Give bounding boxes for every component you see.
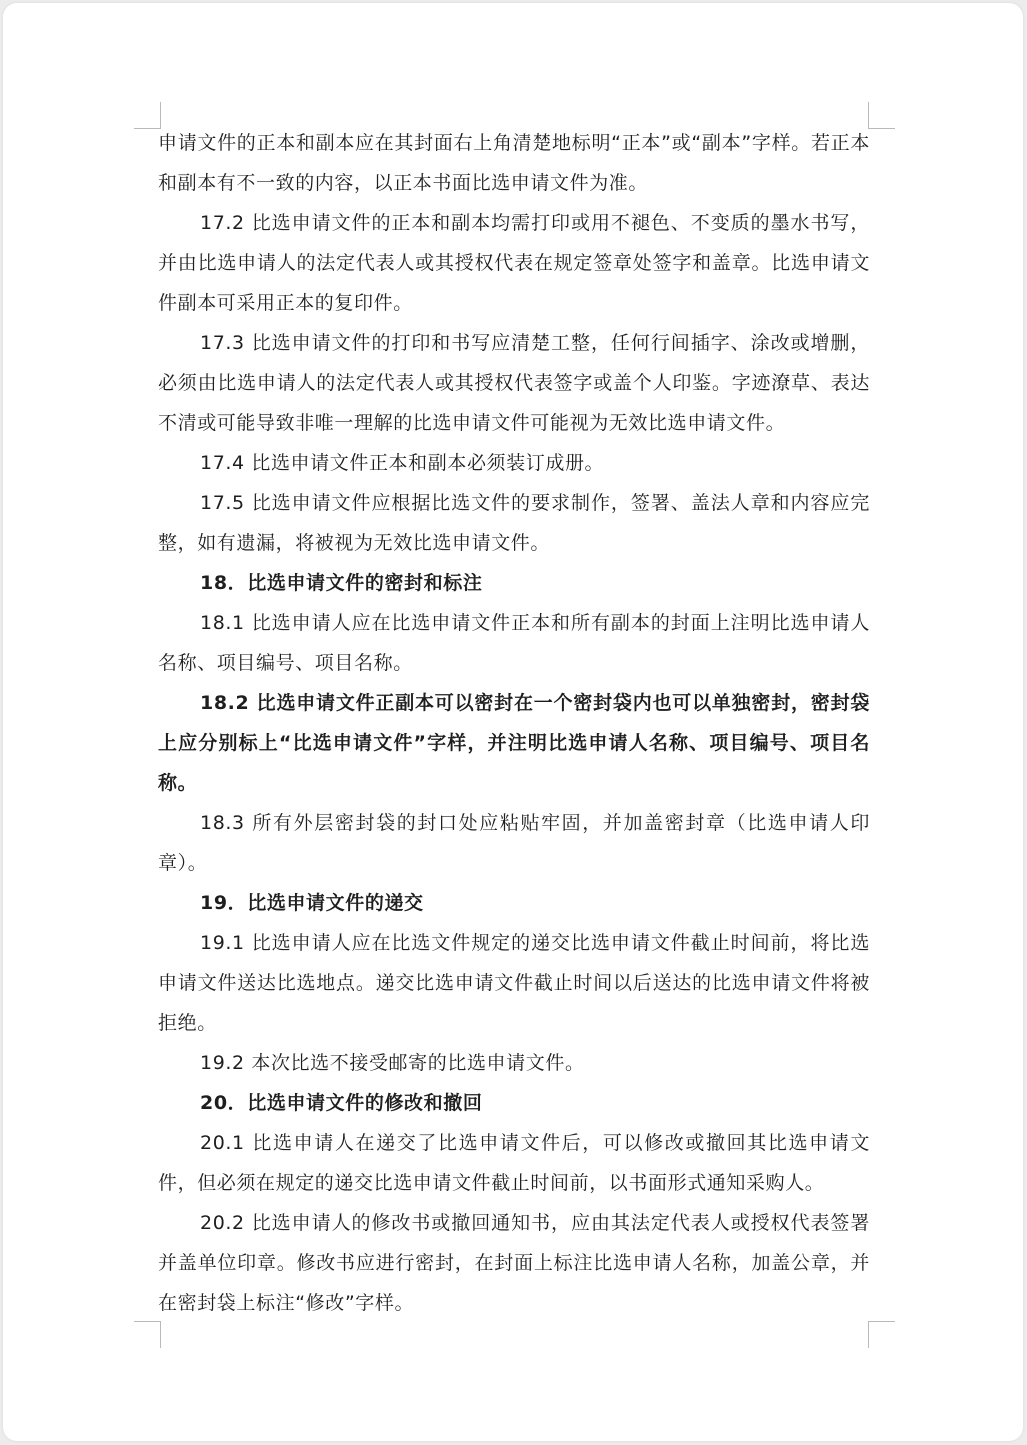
paragraph-17-5: 17.5 比选申请文件应根据比选文件的要求制作，签署、盖法人章和内容应完整，如有遗漏，将被视为无效比选申请文件。	[158, 492, 870, 554]
paragraph-17-4: 17.4 比选申请文件正本和副本必须装订成册。	[200, 452, 605, 474]
section-heading-20: 20．比选申请文件的修改和撤回	[200, 1092, 483, 1114]
paragraph-19-2: 19.2 本次比选不接受邮寄的比选申请文件。	[200, 1052, 585, 1074]
section-heading-18: 18．比选申请文件的密封和标注	[200, 572, 483, 594]
paragraph-18-3: 18.3 所有外层密封袋的封口处应粘贴牢固，并加盖密封章（比选申请人印章）。	[158, 812, 870, 874]
paragraph-18-2: 18.2 比选申请文件正副本可以密封在一个密封袋内也可以单独密封，密封袋上应分别标上“比选申请文件”字样，并注明比选申请人名称、项目编号、项目名称。	[158, 692, 870, 794]
margin-marker-top-left	[134, 102, 161, 129]
paragraph-18-1: 18.1 比选申请人应在比选申请文件正本和所有副本的封面上注明比选申请人名称、项目编号、项目名称。	[158, 612, 870, 674]
paragraph-17-2: 17.2 比选申请文件的正本和副本均需打印或用不褪色、不变质的墨水书写，并由比选申请人的法定代表人或其授权代表在规定签章处签字和盖章。比选申请文件副本可采用正本的复印件。	[158, 212, 870, 314]
section-heading-19: 19．比选申请文件的递交	[200, 892, 424, 914]
document-body	[158, 123, 870, 1323]
margin-marker-bottom-right	[868, 1321, 895, 1348]
paragraph-20-1: 20.1 比选申请人在递交了比选申请文件后，可以修改或撤回其比选申请文件，但必须在规定的递交比选申请文件截止时间前，以书面形式通知采购人。	[158, 1132, 870, 1194]
paragraph-19-1: 19.1 比选申请人应在比选文件规定的递交比选申请文件截止时间前，将比选申请文件送达比选地点。递交比选申请文件截止时间以后送达的比选申请文件将被拒绝。	[158, 932, 870, 1034]
margin-marker-bottom-left	[134, 1321, 161, 1348]
paragraph-20-2: 20.2 比选申请人的修改书或撤回通知书，应由其法定代表人或授权代表签署并盖单位印章。修改书应进行密封，在封面上标注比选申请人名称，加盖公章，并在密封袋上标注“修改”字样。	[158, 1212, 870, 1314]
paragraph-17-3: 17.3 比选申请文件的打印和书写应清楚工整，任何行间插字、涂改或增删，必须由比选申请人的法定代表人或其授权代表签字或盖个人印鉴。字迹潦草、表达不清或可能导致非唯一理解的比选申请文件可能视为无效比选申请文件。	[158, 332, 870, 434]
paragraph: 申请文件的正本和副本应在其封面右上角清楚地标明“正本”或“副本”字样。若正本和副本有不一致的内容，以正本书面比选申请文件为准。	[158, 132, 870, 194]
document-page	[3, 3, 1023, 1441]
margin-marker-top-right	[868, 102, 895, 129]
